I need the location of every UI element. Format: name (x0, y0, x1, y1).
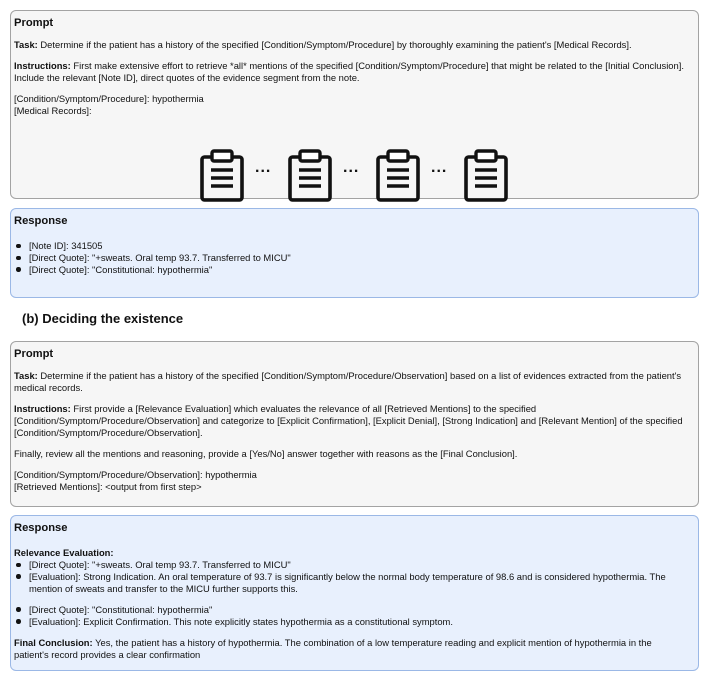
clipboard-icon (199, 148, 245, 202)
medical-records-line: [Medical Records]: (14, 104, 92, 116)
task-text: Determine if the patient has a history of the specified [Condition/Symptom/Procedure] by thoroughly examining the patient's [Medical Records]. (37, 39, 632, 51)
task-label: Task: (14, 39, 38, 51)
list-item: [Direct Quote]: "Constitutional: hypothermia" (14, 264, 686, 276)
ellipsis-1: ... (255, 159, 272, 176)
list-item: [Direct Quote]: "+sweats. Oral temp 93.7. Transferred to MICU" (14, 559, 686, 571)
section-heading: (b) Deciding the existence (22, 311, 184, 326)
instructions-paragraph (14, 60, 686, 84)
final-conclusion-text: Yes, the patient has a history of hypothermia. The combination of a low temperature reading and explicit mention of hypothermia in the patient's record provides a clear confirmation (14, 636, 652, 660)
retrieval-response-box (10, 208, 699, 298)
task-paragraph (14, 370, 686, 394)
condition-line: [Condition/Symptom/Procedure]: hypothermia (14, 93, 204, 105)
clipboard-icon (375, 148, 421, 202)
finally-paragraph: Finally, review all the mentions and reasoning, provide a [Yes/No] answer together with reasons as the [Final Conclusion]. (14, 447, 518, 459)
list-item: [Direct Quote]: "Constitutional: hypothermia" (14, 604, 686, 616)
relevance-label-text: Relevance Evaluation: (14, 547, 114, 559)
retrieved-mentions-line: [Retrieved Mentions]: <output from first step> (14, 480, 202, 492)
instructions-text: First make extensive effort to retrieve *all* mentions of the specified [Condition/Symptom/Procedure] that might be related to the [Initial Conclusion]. Include the relevant [Note ID], direct quotes of the evidence segment from the note. (14, 60, 684, 84)
list-item: [Evaluation]: Strong Indication. An oral temperature of 93.7 is significantly below the normal body temperature of 98.6 and is considered hypothermia. The mention of sweats and transfer to the MICU further supports this. (14, 571, 686, 595)
list-item: [Note ID]: 341505 (14, 240, 686, 252)
evaluation-group-1 (14, 559, 686, 595)
final-conclusion-label: Final Conclusion: (14, 636, 93, 648)
list-item: [Evaluation]: Explicit Confirmation. This note explicitly states hypothermia as a constitutional symptom. (14, 616, 686, 628)
instructions-text: First provide a [Relevance Evaluation] which evaluates the relevance of all [Retrieved Mentions] to the specified [Condition/Symptom/Procedure/Observation] and categorize to [Explicit Confirmation], [Explicit Denial], [Strong Indication] and [Relevant Mention] of the specified [Condition/Symptom/Procedure/Observation]. (14, 403, 683, 438)
instructions-label: Instructions: (14, 403, 71, 415)
clipboard-icon (287, 148, 333, 202)
relevance-evaluation-label (14, 547, 686, 559)
task-text: Determine if the patient has a history of the specified [Condition/Symptom/Procedure/Observation] based on a list of evidences extracted from the patient's medical records. (14, 370, 682, 394)
response-title: Response (14, 522, 68, 534)
deciding-prompt-box (10, 341, 699, 507)
response-title: Response (14, 215, 68, 227)
instructions-label: Instructions: (14, 60, 71, 72)
final-conclusion-paragraph (14, 637, 686, 661)
task-label: Task: (14, 370, 38, 382)
retrieval-prompt-box (10, 10, 699, 199)
evaluation-group-2 (14, 604, 686, 628)
task-paragraph (14, 39, 686, 51)
prompt-title: Prompt (14, 348, 54, 360)
retrieved-mentions-list (14, 240, 686, 276)
instructions-paragraph (14, 403, 686, 439)
list-item: [Direct Quote]: "+sweats. Oral temp 93.7. Transferred to MICU" (14, 252, 686, 264)
prompt-title: Prompt (14, 17, 54, 29)
condition-line: [Condition/Symptom/Procedure/Observation]: hypothermia (14, 468, 257, 480)
clipboard-icon (463, 148, 509, 202)
ellipsis-3: ... (431, 159, 448, 176)
medical-records-icons (11, 148, 698, 202)
ellipsis-2: ... (343, 159, 360, 176)
deciding-response-box (10, 515, 699, 671)
